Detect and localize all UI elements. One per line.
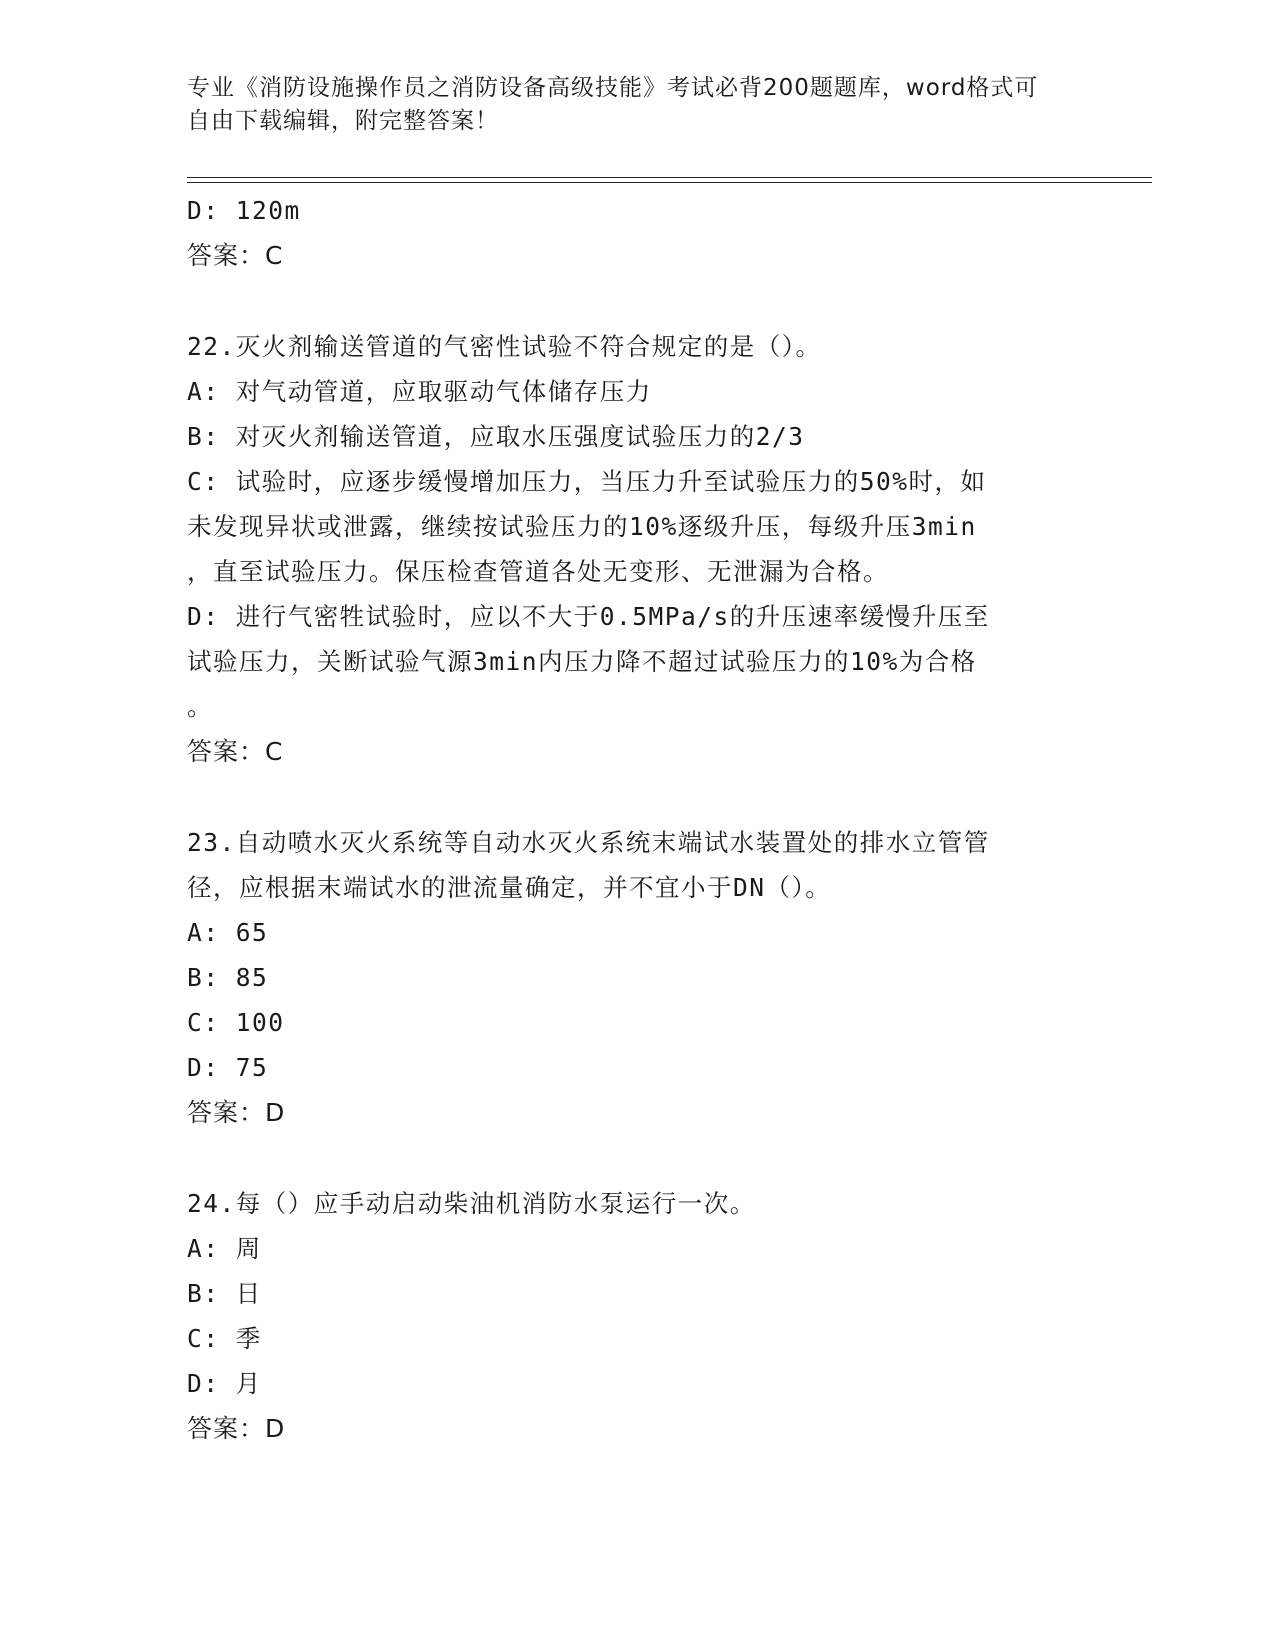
question-stem: 22.灭火剂输送管道的气密性试验不符合规定的是（）。 bbox=[187, 332, 822, 361]
question-22 bbox=[187, 324, 1077, 774]
option-c: C: 季 bbox=[187, 1324, 262, 1353]
answer: 答案：C bbox=[187, 737, 284, 766]
question-stem-line-1: 23.自动喷水灭火系统等自动水灭火系统末端试水装置处的排水立管管 bbox=[187, 828, 990, 857]
header-rule-top bbox=[187, 177, 1152, 178]
answer: 答案：D bbox=[187, 1414, 286, 1443]
answer: 答案：D bbox=[187, 1098, 286, 1127]
option-c-line-2: 未发现异状或泄露，继续按试验压力的10%逐级升压，每级升压3min bbox=[187, 512, 977, 541]
option-d: D: 120m bbox=[187, 196, 301, 225]
option-a: A: 周 bbox=[187, 1234, 262, 1263]
option-b: B: 对灭火剂输送管道，应取水压强度试验压力的2/3 bbox=[187, 422, 805, 451]
question-stem: 24.每（）应手动启动柴油机消防水泵运行一次。 bbox=[187, 1189, 756, 1218]
header-rule-bottom bbox=[187, 182, 1152, 183]
option-d: D: 月 bbox=[187, 1369, 262, 1398]
answer: 答案：C bbox=[187, 241, 284, 270]
option-d-line-3: 。 bbox=[187, 692, 213, 721]
option-d: D: 75 bbox=[187, 1053, 269, 1082]
prev-question bbox=[187, 188, 1077, 278]
option-c: C: 100 bbox=[187, 1008, 285, 1037]
header-line-2: 自由下载编辑，附完整答案！ bbox=[187, 108, 499, 134]
option-b: B: 85 bbox=[187, 963, 269, 992]
option-d-line-1: D: 进行气密牲试验时，应以不大于0.5MPa/s的升压速率缓慢升压至 bbox=[187, 602, 990, 631]
page-header bbox=[187, 72, 1087, 138]
document-body bbox=[187, 188, 1077, 1451]
option-c-line-1: C: 试验时，应逐步缓慢增加压力，当压力升至试验压力的50%时，如 bbox=[187, 467, 987, 496]
option-b: B: 日 bbox=[187, 1279, 262, 1308]
header-line-1: 专业《消防设施操作员之消防设备高级技能》考试必背200题题库，word格式可 bbox=[187, 75, 1039, 101]
option-a: A: 65 bbox=[187, 918, 269, 947]
option-a: A: 对气动管道，应取驱动气体储存压力 bbox=[187, 377, 652, 406]
question-stem-line-2: 径，应根据末端试水的泄流量确定，并不宜小于DN（）。 bbox=[187, 873, 832, 902]
option-d-line-2: 试验压力，关断试验气源3min内压力降不超过试验压力的10%为合格 bbox=[187, 647, 977, 676]
question-24 bbox=[187, 1181, 1077, 1451]
question-23 bbox=[187, 820, 1077, 1135]
option-c-line-3: ，直至试验压力。保压检查管道各处无变形、无泄漏为合格。 bbox=[187, 557, 889, 586]
